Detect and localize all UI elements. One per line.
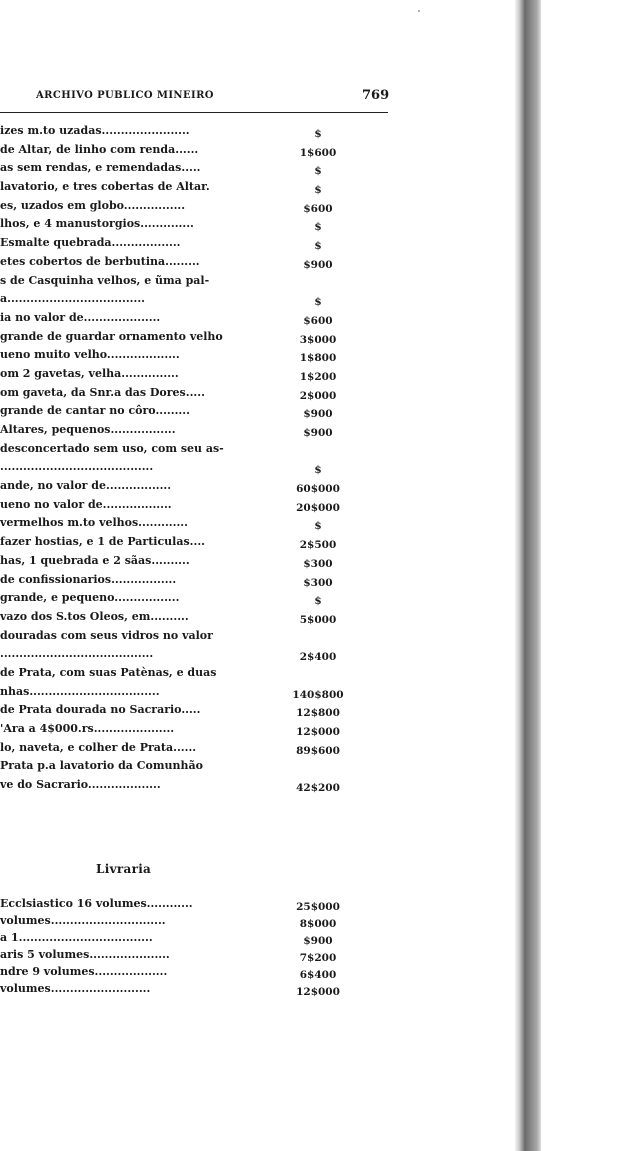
ledger-row [0,758,390,777]
ledger-row [0,235,390,254]
ledger-item-text: de confissionarios................. [0,572,177,586]
ledger-item-text: izes m.to uzadas....................... [0,124,190,137]
ledger-item-text: de Prata, com suas Patènas, e duas [0,665,217,679]
ledger-row [0,422,390,441]
ledger-row [0,702,390,721]
ledger-row [0,913,390,930]
ledger-row [0,478,390,497]
ledger-item-text: vazo dos S.tos Oleos, em.......... [0,609,189,623]
ledger-item-text: ueno muito velho................... [0,348,180,362]
ledger-item-text: Prata p.a lavatorio da Comunhão [0,759,203,773]
ledger-value: $ [314,165,322,178]
ledger-item-text: nhas.................................. [0,684,160,698]
ledger-row [0,609,390,628]
page-number: 769 [362,88,390,103]
ledger-value: 2$400 [299,651,337,664]
ledger-row [0,366,390,385]
ledger-item-text: Ecclsiastico 16 volumes............ [0,897,193,910]
ledger-item-text: Esmalte quebrada.................. [0,236,181,250]
ledger-value: $ [314,221,322,234]
ledger-value: 12$800 [296,707,340,720]
ledger-item-text: Altares, pequenos................. [0,423,176,436]
ledger-row [0,553,390,572]
ledger-item-text: om gaveta, da Snr.a das Dores..... [0,385,205,399]
ledger-value: 1$200 [299,370,337,383]
ledger-row [0,628,390,647]
ledger-row [0,590,390,609]
ledger-value: 2$000 [299,389,337,402]
ledger-item-text: om 2 gavetas, velha............... [0,366,179,380]
ledger-row [0,515,390,534]
ledger-value: $ [314,128,322,140]
ledger-item-text: grande de guardar ornamento velho [0,329,223,343]
inventory-list [0,123,390,796]
ledger-value: $900 [303,408,333,421]
ledger-value: $ [314,595,322,608]
running-title: ARCHIVO PUBLICO MINEIRO [36,90,214,101]
ledger-value: $ [314,296,322,309]
ledger-row [0,930,390,947]
ledger-value: $ [314,184,322,197]
ledger-row [0,123,390,142]
ledger-value: 42$200 [296,782,340,795]
ledger-row [0,665,390,684]
ledger-item-text: ande, no valor de................. [0,479,172,493]
ledger-value: $ [314,240,322,253]
ledger-value: 6$400 [299,969,337,981]
ledger-row [0,329,390,348]
ledger-row [0,534,390,553]
book-gutter-shadow [515,0,541,1151]
ledger-value: 25$000 [296,901,340,913]
ledger-item-text: grande, e pequeno................. [0,591,180,605]
ledger-item-text: aris 5 volumes..................... [0,948,170,961]
ledger-row [0,179,390,198]
header-rule [0,112,388,113]
ledger-value: 7$200 [299,952,337,964]
ledger-item-text: lo, naveta, e colher de Prata...... [0,740,197,754]
ledger-item-text: douradas com seus vidros no valor [0,628,213,642]
ledger-value: 8$000 [299,918,337,930]
ledger-item-text: de Altar, de linho com renda...... [0,142,199,156]
ledger-row [0,981,390,998]
ledger-value: $300 [303,557,333,570]
ledger-value: $600 [303,202,333,215]
ledger-row [0,216,390,235]
ledger-item-text: grande de cantar no côro......... [0,404,190,418]
ledger-row [0,947,390,964]
ledger-value: 1$600 [299,146,337,159]
ledger-value: 5$000 [299,613,337,626]
ledger-row [0,777,390,796]
page-header [0,90,400,106]
ledger-value: $ [314,520,322,533]
ledger-value: 140$800 [292,688,344,701]
ledger-row [0,646,390,665]
ledger-row [0,441,390,460]
ledger-item-text: s de Casquinha velhos, e ũma pal- [0,273,210,287]
ledger-item-text: fazer hostias, e 1 de Particulas.... [0,535,205,549]
ledger-row [0,385,390,404]
ledger-row [0,684,390,703]
ledger-value: 3$000 [299,333,337,346]
section-title: Livraria [96,862,152,876]
ledger-item-text: as sem rendas, e remendadas..... [0,161,201,175]
ledger-value: $ [314,464,322,477]
ledger-item-text: es, uzados em globo................ [0,198,186,212]
ledger-item-text: ........................................ [0,647,154,661]
ledger-value: $900 [303,427,333,439]
ledger-item-text: de Prata dourada no Sacrario..... [0,703,201,717]
ledger-row [0,291,390,310]
ledger-item-text: a.................................... [0,292,145,306]
ledger-value: 89$600 [296,744,340,757]
ledger-value: $600 [303,314,333,327]
ledger-row [0,347,390,366]
ledger-row [0,964,390,981]
ledger-item-text: ndre 9 volumes................... [0,965,168,978]
ledger-row [0,273,390,292]
ledger-item-text: ve do Sacrario................... [0,778,161,792]
ledger-value: 12$000 [296,986,340,998]
ledger-item-text: volumes.......................... [0,982,151,995]
ledger-value: 1$800 [299,352,337,365]
ledger-row [0,497,390,516]
ledger-row [0,142,390,161]
ledger-row [0,254,390,273]
ledger-value: $300 [303,576,333,589]
ledger-row [0,403,390,422]
ledger-item-text: a 1................................... [0,931,153,944]
ledger-row [0,160,390,179]
library-list [0,896,390,998]
ledger-value: 60$000 [296,483,340,496]
ledger-item-text: 'Ara a 4$000.rs..................... [0,722,175,735]
ledger-value: $900 [303,935,333,947]
ledger-row [0,572,390,591]
ledger-row [0,896,390,913]
ledger-item-text: ia no valor de.................... [0,310,161,324]
ledger-value: 20$000 [296,501,340,514]
ledger-item-text: ........................................ [0,460,154,474]
ledger-row [0,198,390,217]
ledger-value: 2$500 [299,539,337,552]
ledger-item-text: etes cobertos de berbutina......... [0,254,200,268]
ledger-value: 12$000 [296,726,340,738]
ledger-item-text: ueno no valor de.................. [0,497,172,511]
ledger-item-text: desconcertado sem uso, com seu as- [0,441,224,455]
ledger-row [0,310,390,329]
ledger-item-text: volumes.............................. [0,914,166,927]
ledger-row [0,721,390,740]
ledger-row [0,459,390,478]
ledger-row [0,740,390,759]
ledger-item-text: lhos, e 4 manustorgios.............. [0,217,194,231]
paper-speck [418,10,420,12]
ledger-item-text: has, 1 quebrada e 2 sãas.......... [0,553,190,567]
ledger-item-text: vermelhos m.to velhos............. [0,516,188,530]
ledger-value: $900 [303,258,333,271]
ledger-item-text: lavatorio, e tres cobertas de Altar. [0,180,210,194]
